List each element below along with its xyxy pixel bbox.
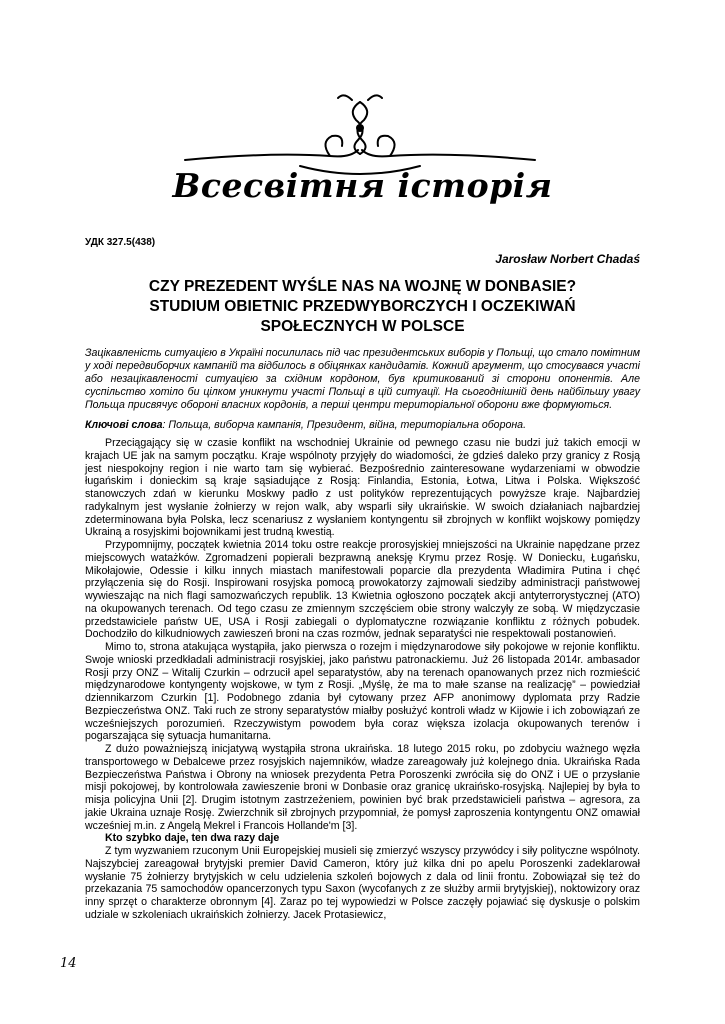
- paragraph-2: Przypomnijmy, początek kwietnia 2014 toku ostre reakcje prorosyjskiej mniejszości na Ukrainie napędzane przez miejscowych watażków. Zgromadzeni popierali bezprawną aneksję Krymu przez Rosję. W Doniecku, Ługańsku, Mikołajowie, Odessie i kilku innych miastach manifestowali poparcie dla prezydenta Władimira Putina i chęć przyłączenia się do Rosji. Inspirowani rosyjska pomocą prowokatorzy zajmowali siedziby administracji państwowej wywieszając na nich flagi samozwańczych republik. 13 Kwietnia ogłoszono początek akcji antyterrorystycznej (ATO) na okupowanych terenach. Od tego czasu ze zmiennym szczęściem obie strony walczyły ze sobą. W międzyczasie przedstawiciele państw UE, USA i Rosji zabiegali o dyplomatyczne rozwiązanie konfliktu z różnych pobudek. Dochodziło do kilkudniowych zawieszeń broni na czas rozmów, jednak separatyści nie respektowali postanowień.: [85, 539, 640, 641]
- title-line-2: STUDIUM OBIETNIC PRZEDWYBORCZYCH I OCZEKIWAŃ: [149, 298, 576, 315]
- paragraph-4: Z dużo poważniejszą inicjatywą wystąpiła strona ukraińska. 18 lutego 2015 roku, po zdobyciu ważnego węzła transportowego w Debalcewe przez rosyjskich najemników, władze zareagowały już kolejnego dnia. Ukraińska Rada Bezpieczeństwa Państwa i Obrony na wniosek prezydenta Petra Poroszenki zwróciła się do ONZ i UE o przysłanie misji pokojowej, by kontrolowała zawieszenie broni w Donbasie oraz granicę ukraińsko-rosyjską. Najlepiej by była to misja policyjna Unii [2]. Drugim istotnym zastrzeżeniem, powinien być brak przedstawicieli państwa – agresora, za jakie Ukraina uznaje Rosję. Zwierzchnik sił zbrojnych przypomniał, że pomysł zaproszenia kontyngentu ONZ omawiał wcześniej m.in. z Angelą Mekrel i Francois Hollande'm [3].: [85, 743, 640, 832]
- paragraph-1: Przeciągający się w czasie konflikt na wschodniej Ukrainie od pewnego czasu nie budzi już takich emocji w krajach UE jak na samym początku. Kraje wspólnoty przyjęły do wiadomości, że gdzieś daleko przy granicy z Rosją jest niespokojny region i nie warto tam się wybierać. Bezpośrednio zainteresowane wydarzeniami w obwodzie ługańskim i donieckim są kraje sąsiadujące z Rosją: Finlandia, Estonia, Łotwa, Litwa i Polska. Większość stanowczych zdań w kierunku Moskwy padło z ust polityków reprezentujących powyższe kraje. Najbardziej radykalnym jest wysłanie żołnierzy w rejon walk, aby wsparli siły ukraińskie. W swoich działaniach najbardziej zdeterminowana była Polska, lecz scenariusz z wysłaniem kontyngentu sił zbrojnych w konflikt wojskowy pomiędzy Ukrainą a rosyjskimi bojownikami jest trudną kwestią.: [85, 437, 640, 539]
- abstract: Зацікавленість ситуацією в Україні посилилась під час президентських виборів у Польщі, що стало помітним у ході передвиборчих кампаній та відбилось в обіцянках кандидатів. Кожний аргумент, що стосувався участі або незацікавленості ситуацією за східним кордоном, був критикований зі сторони опонентів. Але суспільство хотіло би цілком уникнути участі Польщі в цій ситуації. На сьогоднішній день найбільшу увагу Польща присвячує обороні власних кордонів, а перші центри територіальної оборони вже формуються.: [85, 347, 640, 412]
- page-number: 14: [60, 956, 77, 971]
- keywords: [85, 419, 640, 432]
- keywords-text: : Польща, виборча кампанія, Президент, війна, територіальна оборона.: [162, 419, 527, 431]
- subheading: Kto szybko daje, ten dwa razy daje: [105, 832, 280, 845]
- udk-code: УДК 327.5(438): [85, 237, 156, 248]
- article-title: [85, 277, 640, 337]
- paragraph-5: Z tym wyzwaniem rzuconym Unii Europejskiej musieli się zmierzyć wszyscy przywódcy i siły polityczne wspólnoty. Najszybciej zareagował brytyjski premier David Cameron, który już kilka dni po apelu Poroszenki zadeklarował wysłanie 75 żołnierzy brytyjskich w celu udzielenia szkoleń bojowych z dala od linii frontu. Zobowiązał się też do przekazania 75 samochodów opancerzonych typu Saxon (wycofanych z ze służby armii brytyjskiej), noktowizory oraz inny sprzęt o charakterze obronnym [4]. Zaraz po tej wypowiedzi w Polsce zaczęły pojawiać się dyskusje o polskim udziale w szkoleniach ukraińskich żołnierzy. Jacek Protasiewicz,: [85, 845, 640, 921]
- author-name: Jarosław Norbert Chadaś: [495, 252, 640, 266]
- title-line-1: CZY PREZEDENT WYŚLE NAS NA WOJNĘ W DONBASIE?: [148, 278, 577, 295]
- section-heading: Всесвітня історія: [172, 166, 553, 205]
- title-line-3: SPOŁECZNYCH W POLSCE: [260, 318, 465, 335]
- paragraph-3: Mimo to, strona atakująca wystąpiła, jako pierwsza o rozejm i międzynarodowe siły pokojowe w rejonie konfliktu. Swoje wnioski przedkładali administracji rosyjskiej, jako państwu patronackiemu. Już 26 listopada 2014r. ambasador Rosji przy ONZ – Witalij Czurkin – odrzucił apel separatystów, aby na terenach opanowanych przez nich rozmieścić międzynarodowe kontyngenty wojskowe, w tym z Rosji. „Myślę, że ma to małe szanse na realizację” – powiedział dziennikarzom Czurkin [1]. Podobnego zdania był cytowany przez AFP anonimowy dyplomata przy Radzie Bezpieczeństwa ONZ. Taki ruch ze strony separatystów miałby posłużyć kontroli władz w Kijowie i ich zobowiązań ze wcześniejszych porozumień. Rzeczywistym powodem była coraz większa izolacja okupowanych terenów i pogarszająca się sytuacja humanitarna.: [85, 641, 640, 743]
- article-body: [85, 437, 640, 922]
- keywords-label: Ключові слова: [85, 419, 163, 431]
